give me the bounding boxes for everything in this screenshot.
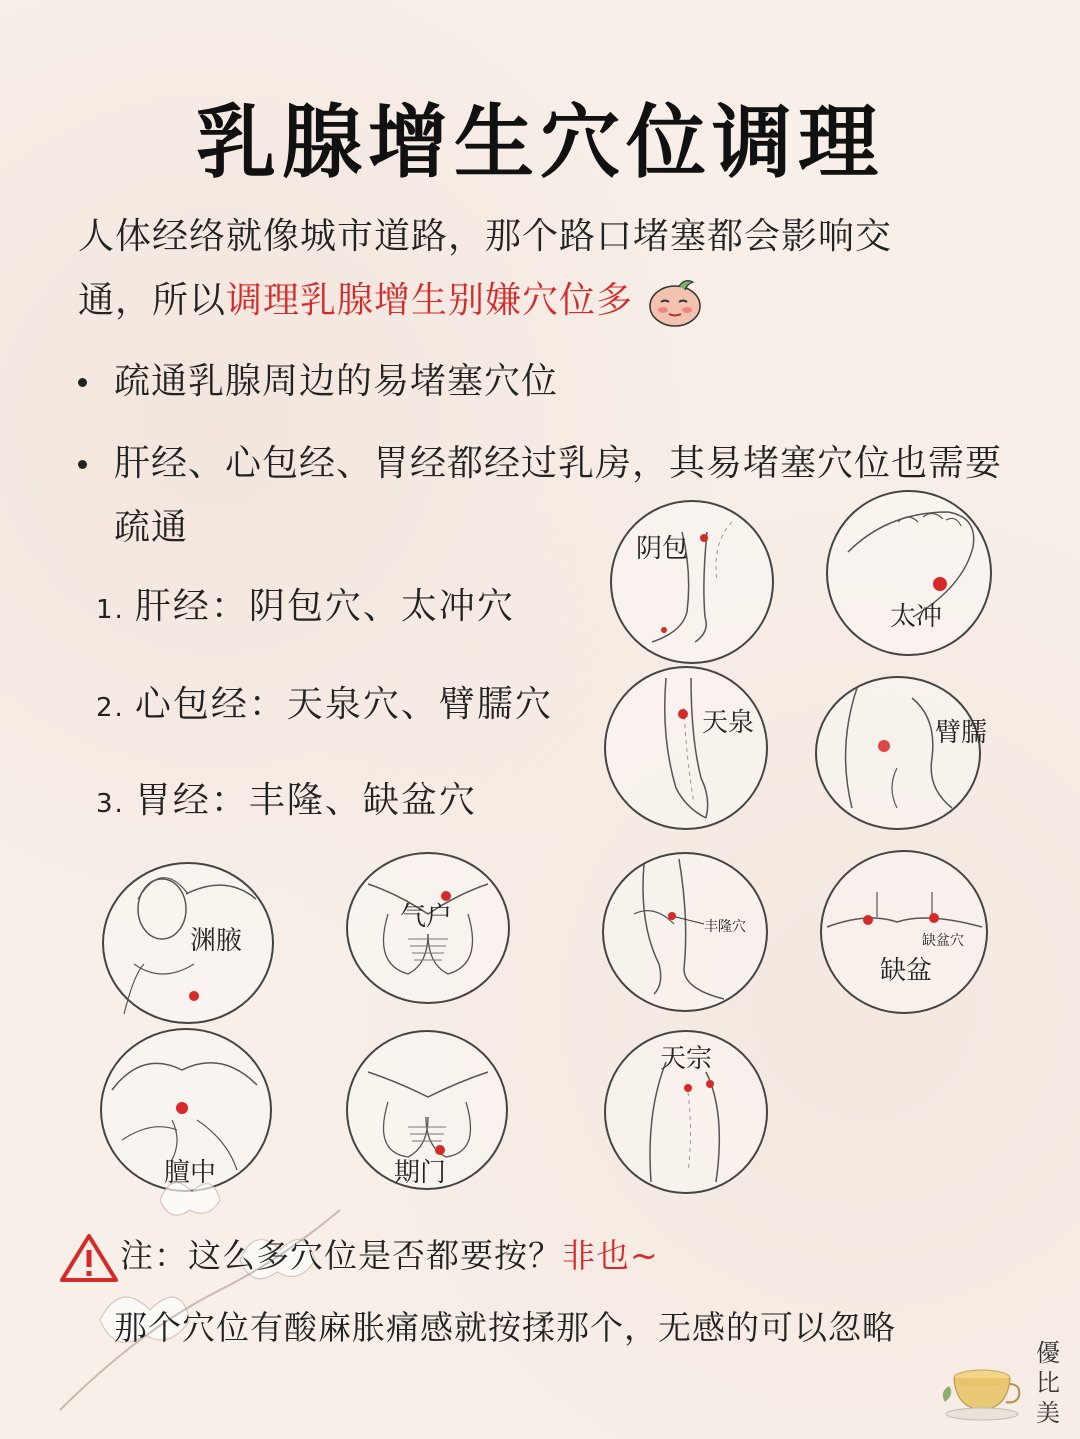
acupoint-label: 太冲 [890,602,943,632]
acupoint-illustration-yinbao [610,500,774,664]
bullet-text: 疏通乳腺周边的易堵塞穴位 [114,361,559,402]
intro-highlight: 调理乳腺增生别嫌穴位多 [226,280,634,321]
acupoint-label: 丰隆穴 [704,919,746,935]
meridian-item-liver [96,578,515,629]
acupoint-illustration-binao [815,676,988,830]
acupoint-label-small: 缺盆穴 [922,933,964,949]
acupoint-illustration-qihu [346,852,510,1004]
acupoint-label: 膻中 [164,1158,217,1188]
intro-line-1: 人体经络就像城市道路，那个路口堵塞都会影响交 [78,216,893,257]
acupoint-label: 臂臑 [935,718,988,748]
page-title: 乳腺增生穴位调理 [196,95,884,189]
acupoint-label: 天泉 [702,708,755,738]
item-text: 肝经：阴包穴、太冲穴 [134,586,515,627]
bullet-dot [78,378,87,387]
intro-paragraph [78,205,1008,333]
item-number: 1. [96,595,125,625]
acupoint-label: 阴包 [636,534,689,564]
acupoint-label: 渊腋 [190,926,243,956]
acupoint-illustration-qimen [346,1030,508,1190]
meridian-item-pericardium [96,676,553,727]
intro-line-2-prefix: 通，所以 [78,280,227,321]
bullet-dot [78,460,87,469]
acupoint-label: 期门 [394,1158,447,1188]
acupoint-illustration-fenglong [602,852,768,1012]
tea-cup-icon [935,1330,1030,1425]
bullet-text: 肝经、心包经、胃经都经过乳房，其易堵塞穴位也需要疏通 [114,443,1003,548]
acupoint-illustration-tianquan [604,666,768,830]
bullet-item [78,350,778,414]
meridian-item-stomach [96,772,477,823]
acupoint-label: 缺盆 [880,956,933,986]
acupoint-label: 气户 [400,902,453,932]
acupoint-illustration-taichong [826,490,992,656]
warning-triangle-icon [58,1232,120,1284]
note-line [58,1230,659,1284]
brand-logo: 優比美 [1036,1339,1060,1427]
item-text: 心包经：天泉穴、臂臑穴 [134,684,553,725]
blushing-peach-emoji-icon [645,276,707,328]
acupoint-illustration-yuanye [102,862,274,1024]
note-detail: 那个穴位有酸麻胀痛感就按揉那个，无感的可以忽略 [114,1308,896,1347]
item-number: 2. [96,693,125,723]
item-text: 胃经：丰隆、缺盆穴 [134,780,477,821]
acupoint-illustration-quepen [820,850,988,1014]
note-highlight: 非也~ [562,1236,659,1275]
acupoint-label: 天宗 [660,1044,713,1074]
item-number: 3. [96,789,125,819]
note-text: 注：这么多穴位是否都要按？ [120,1236,562,1275]
acupoint-illustration-tianzong [604,1030,768,1194]
